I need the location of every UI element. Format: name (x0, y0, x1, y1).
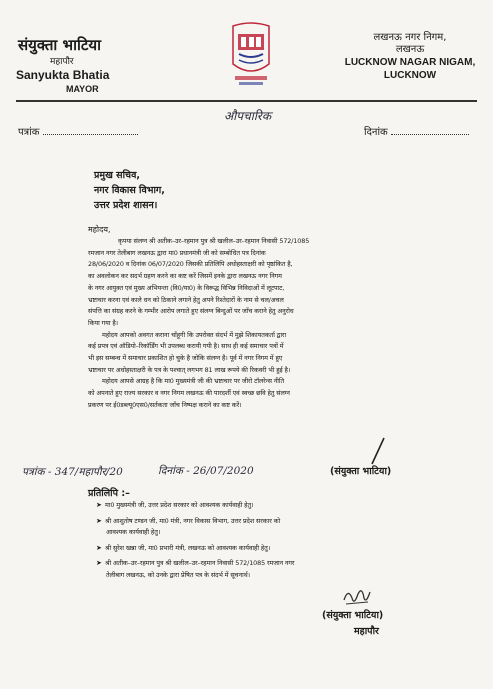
letter-body (88, 236, 478, 412)
handwritten-formal-mark: औपचारिक (224, 109, 272, 123)
copy-item-text-cont: आवश्यक कार्यवाही हेतु। (106, 528, 161, 536)
mayor-title-english: MAYOR (66, 84, 99, 94)
body-line: भ्रष्टाचार पर अधोहस्ताक्षरी के पत्र के पश्चात् लगभग 81 लाख रूपये की रिकवरी भी हुई है। (88, 365, 291, 374)
body-line: को अपनाते हुए राज्य सरकार व नगर निगम लखनऊ की पारदर्शी एवं स्वच्छ छवि हेतु संलग्न (88, 389, 290, 398)
body-line: महोदय आपको अवगत कराना चाँहूगी कि उपरोक्त संदर्भ में मुझे शिकायतकर्ता द्वारा (102, 330, 287, 339)
date-blank (391, 126, 469, 135)
copy-list (96, 500, 476, 581)
org-hindi-line2: लखनऊ (395, 44, 425, 55)
mayor-name-english: Sanyukta Bhatia (16, 68, 110, 82)
copy-heading: प्रतिलिपि :– (88, 488, 130, 499)
handwritten-date: दिनांक - 26/07/2020 (158, 465, 254, 477)
body-line: संपत्ति का संग्रह करने के गम्भीर आरोप लगाते हुए संलग्न बिन्दुओं पर जाँच कराने हेतु अनुरोध (88, 307, 294, 316)
body-line: भी इस सम्बन्ध में समाचार प्रकाशित हो चुके है जोकि संलग्न है। पूर्व में नगर निगम में हुए (88, 354, 283, 363)
letterhead-left (16, 36, 110, 94)
body-line: के नगर आयुक्त एवं मुख्य अभियन्ता (वि0/या0) के विरूद्ध विभिन्न निविदाओं में लूटपाट, (88, 283, 285, 292)
addressee-line: प्रमुख सचिव, (94, 170, 140, 181)
body-line: कई प्रपत्र एवं ऑडियो–रिकॉर्डिंग भी उपलब्ध करायी गयी है। साथ ही कई समाचार पत्रों में (88, 342, 284, 351)
body-line: कृपया संलग्न श्री अतीक–उर–रहमान पुत्र श्री खलील–उर–रहमान निवासी 572/1085 (118, 237, 310, 245)
body-line: किया गया है। (88, 318, 118, 327)
copy-item (96, 543, 476, 555)
body-line: महोदय आपसे आग्रह है कि मा0 मुख्यमंत्री जी की भ्रष्टाचार पर जीरो टॉलरेन्स नीति (102, 377, 285, 386)
ref-blank (43, 126, 138, 135)
date-line (364, 126, 469, 139)
copy-item-text: श्री आशुतोष टण्डन जी, मा0 मंत्री, नगर विकास विभाग, उत्तर प्रदेश सरकार को (104, 516, 281, 525)
arrow-bullet-icon: ➤ (96, 543, 102, 552)
copy-item-text-cont: तेलीबाग लखनऊ, को उनके द्वारा प्रेषित पत्र के संदर्भ में सूचनार्थ। (106, 570, 250, 579)
addressee-block (94, 168, 165, 213)
org-english-line2: LUCKNOW (383, 70, 437, 81)
mayor-name-hindi: संयुक्ता भाटिया (18, 36, 101, 54)
mayor-title-hindi: महापौर (50, 57, 74, 67)
copy-item (96, 558, 476, 581)
copy-item (96, 500, 476, 512)
copy-item-text: मा0 मुख्यमंत्री जी, उत्तर प्रदेश सरकार को आवश्यक कार्यवाही हेतु। (104, 501, 254, 509)
arrow-bullet-icon: ➤ (96, 516, 102, 525)
nagar-nigam-emblem (225, 20, 277, 88)
body-line: 28/06/2020 व दिनांक 06/07/2020 जिसकी प्रतिलिपि अधोहस्ताक्षरी को पृष्ठांकित है, (88, 260, 293, 269)
org-english-line1: LUCKNOW NAGAR NIGAM, (344, 57, 476, 68)
body-line: रमजान नगर तेलीबाग लखनऊ द्वारा मा0 प्रधानमंत्री जी को सम्बोधित पत्र दिनांक (88, 248, 266, 257)
addressee-line: उत्तर प्रदेश शासन। (94, 200, 158, 211)
addressee-line: नगर विकास विभाग, (94, 185, 165, 196)
signature-name-top: (संयुक्ता भाटिया) (330, 466, 392, 477)
signature-title-bottom: महापौर (354, 626, 379, 637)
arrow-bullet-icon: ➤ (96, 559, 102, 567)
body-line: भ्रष्टाचार करना एवं काले धन को ठिकाने लगाने हेतु अपने रिश्तेदारों के नाम से चल/अचल (88, 295, 284, 304)
header-divider (16, 100, 477, 102)
copy-item-text: श्री अतीक–उर–रहमान पुत्र श्री खलील–उर–रहमान निवासी 572/1085 रमजान नगर (104, 559, 295, 567)
arrow-bullet-icon: ➤ (96, 501, 102, 509)
ref-label: पत्रांक (18, 127, 40, 138)
copy-item-text: श्री सुरेश खन्ना जी, मा0 प्रभारी मंत्री, लखनऊ को आवश्यक कार्यवाही हेतु। (104, 543, 271, 552)
signature-name-bottom: (संयुक्ता भाटिया) (322, 610, 384, 621)
date-label: दिनांक (364, 127, 388, 138)
body-line: का अवलोकन कर सदर्भ ग्रहण करने का कष्ट करें जिसमें इनके द्वारा लखनऊ नगर निगम (88, 272, 282, 281)
copy-item (96, 516, 476, 539)
handwritten-ref-number: पत्रांक - 347/महापौर/20 (22, 466, 123, 478)
salutation: महोदय, (88, 225, 111, 234)
org-hindi-line1: लखनऊ नगर निगम, (373, 32, 447, 43)
ref-line (18, 126, 138, 139)
letterhead-right (330, 32, 490, 82)
body-line: प्रकरण पर ई0डब्ल्यू0एस0/सर्तकता जाँच निष्पक्ष कराने का कष्ट करें। (88, 400, 242, 409)
